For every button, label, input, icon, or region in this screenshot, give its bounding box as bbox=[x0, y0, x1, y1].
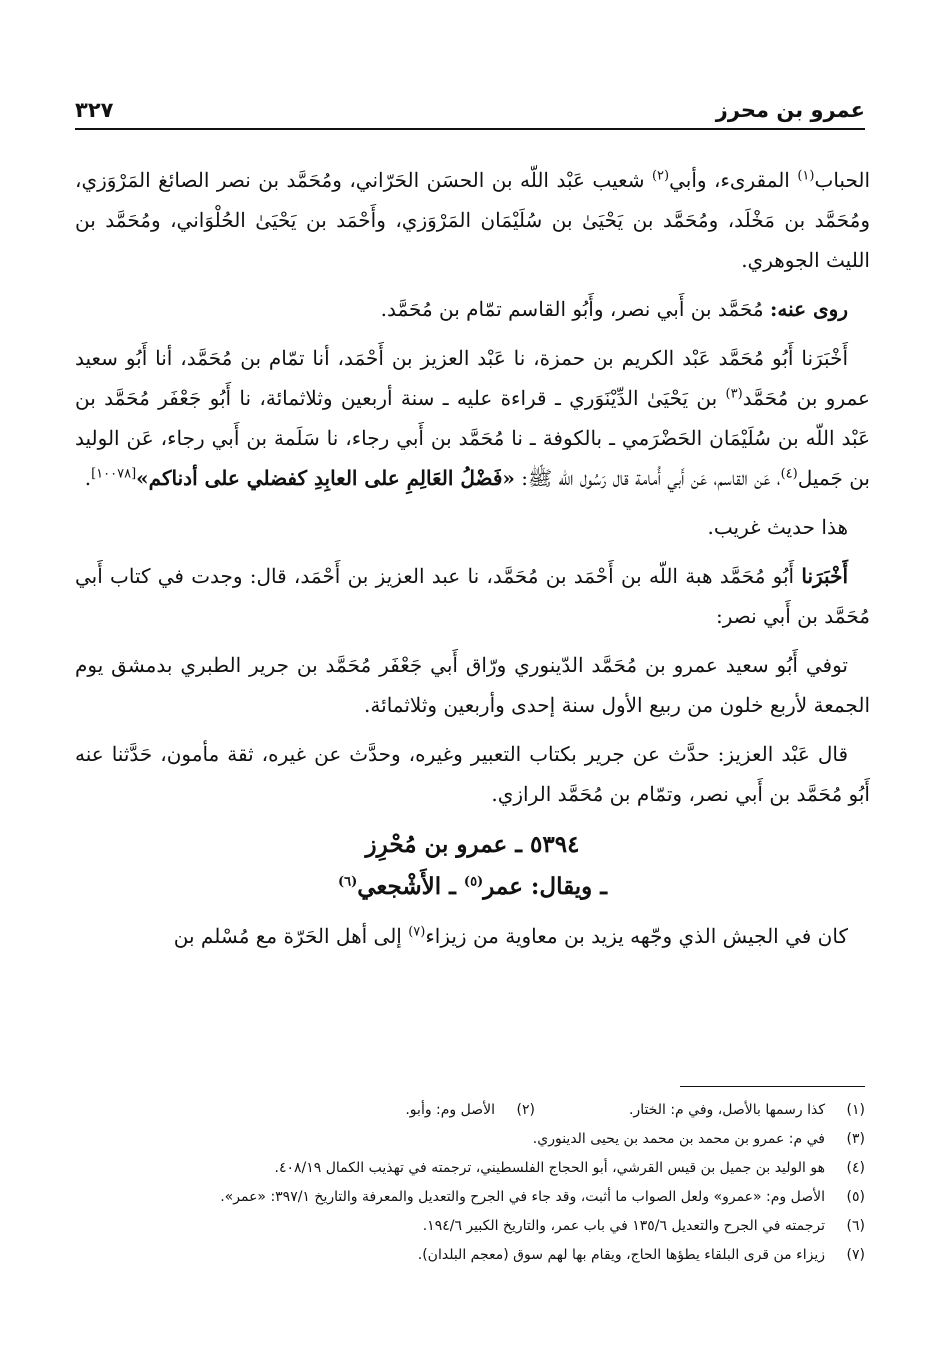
footnote-marker-1: (١) bbox=[797, 168, 815, 184]
footnote-number: (٧) bbox=[846, 1247, 865, 1263]
entry-title: ٥٣٩٤ ـ عمرو بن مُحْرِز bbox=[365, 831, 580, 858]
footnote-number: (٢) bbox=[516, 1102, 535, 1118]
p1-text-a: الحباب bbox=[814, 168, 871, 192]
footnote-3 bbox=[75, 1125, 865, 1154]
footnote-text: في م: عمرو بن محمد بن محمد بن يحيى الدينوري. bbox=[532, 1131, 825, 1147]
p1-text-c: شعيب عَبْد اللّه بن الحسَن الحَرّاني، ومُحَمَّد بن نصر الصائغ المَرْوَزي، ومُحَمَّد بن مَخْلَد، ومُحَمَّد بن يَحْيَىٰ بن سُلَيْمَان المَرْوَزي، وأَحْمَد بن يَحْيَىٰ الحُلْوَاني، ومُحَمَّد بن الليث الجوهري. bbox=[75, 168, 870, 272]
footnote-text: هو الوليد بن جميل بن قيس القرشي، أبو الحجاج الفلسطيني، ترجمته في تهذيب الكمال ٤٠٨/١٩. bbox=[274, 1160, 825, 1176]
akhbarana-label: أَخْبَرَنا bbox=[801, 564, 848, 588]
footnote-number: (٣) bbox=[846, 1131, 865, 1147]
footnote-number: (٦) bbox=[846, 1218, 865, 1234]
entry-subtitle-a: ـ ويقال: عمر bbox=[483, 873, 608, 900]
p5-text: أَبُو مُحَمَّد هبة اللّه بن أَحْمَد بن مُحَمَّد، نا عبد العزيز بن أَحْمَد، قال: وجدت في كتاب أَبي مُحَمَّد بن أَبي نصر: bbox=[75, 564, 870, 628]
running-header bbox=[75, 92, 865, 130]
paragraph-8 bbox=[75, 916, 870, 956]
footnote-marker-2: (٢) bbox=[651, 168, 670, 184]
footnote-number: (١) bbox=[846, 1102, 865, 1118]
p8-text-b: إلى أهل الحَرّة مع مُسْلم بن bbox=[173, 924, 409, 948]
footnote-1 bbox=[535, 1096, 865, 1125]
paragraph-3 bbox=[75, 338, 870, 498]
paragraph-7: قال عَبْد العزيز: حدَّث عن جرير بكتاب التعبير وغيره، وحدَّث عن غيره، ثقة مأمون، حَدَّثنا عنه أَبُو مُحَمَّد بن أَبي نصر، وتمّام بن مُحَمَّد الرازي. bbox=[75, 742, 870, 806]
p3-text-b: بن يَحْيَىٰ الدِّيْنَوَري ـ قراءة عليه ـ سنة أربعين وثلاثمائة، نا أَبُو جَعْفَر مُحَمَّد بن عَبْد اللّه بن سُلَيْمَان الحَضْرَمي ـ بالكوفة ـ نا مُحَمَّد بن أَبي رجاء، نا سَلَمة بن أَبي رجاء، عَن الوليد بن جَميل bbox=[75, 386, 870, 490]
footnote-divider bbox=[680, 1086, 865, 1087]
hadith-text: «فَضْلُ العَالِمِ على العابِدِ كفضلي على أدناكم» bbox=[136, 466, 515, 490]
footnote-text: الأصل وم: وأبو. bbox=[405, 1102, 495, 1118]
footnote-text: ترجمته في الجرح والتعديل ١٣٥/٦ في باب عمر، والتاريخ الكبير ١٩٤/٦. bbox=[422, 1218, 825, 1234]
p2-text: مُحَمَّد بن أَبي نصر، وأَبُو القاسم تمّام بن مُحَمَّد. bbox=[380, 297, 770, 321]
p8-text-a: كان في الجيش الذي وجّهه يزيد بن معاوية من زيزاء bbox=[425, 924, 848, 948]
p3-end: . bbox=[84, 466, 92, 490]
p3-text-c: ، عَن القاسم، عَن أَبي أُمامة قال رَسُول اللّه ﷺ: bbox=[514, 466, 781, 490]
paragraph-6: توفي أَبُو سعيد عمرو بن مُحَمَّد الدّينوري ورّاق أَبي جَعْفَر مُحَمَّد بن جرير الطبري بدمشق يوم الجمعة لأربع خلون من ربيع الأول سنة إحدى وأربعين وثلاثمائة. bbox=[75, 653, 870, 717]
footnote-marker-3: (٣) bbox=[725, 386, 743, 402]
p1-text-b: المقرىء، وأبي bbox=[669, 168, 798, 192]
paragraph-4: هذا حديث غريب. bbox=[707, 515, 848, 539]
entry-heading bbox=[75, 824, 870, 908]
footnote-text: كذا رسمها بالأصل، وفي م: الختار. bbox=[628, 1102, 825, 1118]
footnotes bbox=[75, 1096, 865, 1270]
paragraph-1 bbox=[75, 160, 870, 280]
footnote-number: (٤) bbox=[846, 1160, 865, 1176]
footnote-text: زيزاء من قرى البلقاء يطؤها الحاج، ويقام بها لهم سوق (معجم البلدان). bbox=[417, 1247, 825, 1263]
p3-text-a: أَخْبَرَنا أَبُو مُحَمَّد عَبْد الكريم بن حمزة، نا عَبْد العزيز بن أَحْمَد، أنا تمّام بن مُحَمَّد، أنا أَبُو سعيد عمرو بن مُحَمَّد bbox=[75, 346, 870, 410]
chapter-title: عمرو بن محرز bbox=[715, 98, 865, 122]
main-text bbox=[75, 160, 870, 965]
footnote-4 bbox=[75, 1154, 865, 1183]
hadith-reference: [١٠٠٧٨] bbox=[91, 466, 137, 482]
footnote-marker-5: (٥) bbox=[463, 874, 484, 890]
footnote-2 bbox=[205, 1096, 535, 1125]
footnote-7 bbox=[75, 1241, 865, 1270]
entry-subtitle-b: ـ الأَشْجعي bbox=[357, 873, 464, 900]
footnote-marker-7: (٧) bbox=[408, 924, 426, 940]
paragraph-5 bbox=[75, 556, 870, 636]
footnote-marker-6: (٦) bbox=[337, 874, 358, 890]
footnote-row-1-2 bbox=[75, 1096, 865, 1125]
narrators-label: روى عنه: bbox=[769, 297, 848, 321]
footnote-number: (٥) bbox=[846, 1189, 865, 1205]
entry-subtitle bbox=[75, 866, 870, 908]
footnote-marker-4: (٤) bbox=[780, 466, 798, 482]
page-number: ٣٢٧ bbox=[75, 98, 114, 122]
footnote-6 bbox=[75, 1212, 865, 1241]
paragraph-2 bbox=[75, 289, 870, 329]
footnote-text: الأصل وم: «عمرو» ولعل الصواب ما أثبت، وقد جاء في الجرح والتعديل والمعرفة والتاريخ ٣٩٧/١: «عمر». bbox=[220, 1189, 825, 1205]
footnote-5 bbox=[75, 1183, 865, 1212]
